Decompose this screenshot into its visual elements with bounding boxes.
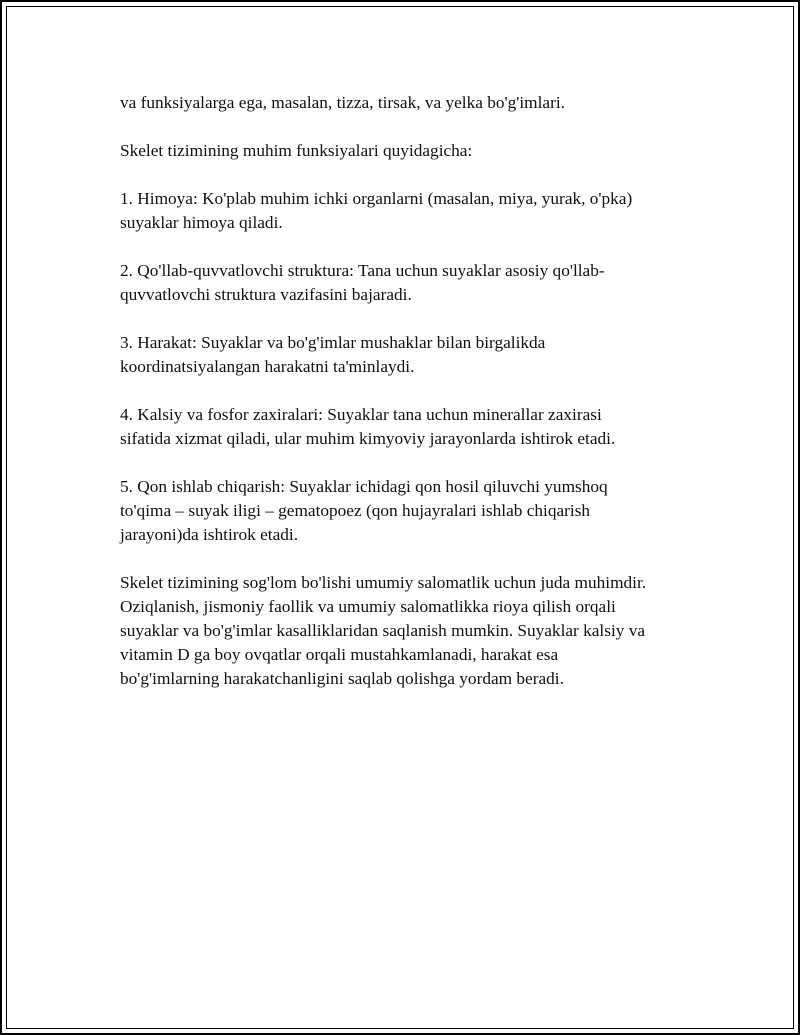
list-item-movement: 3. Harakat: Suyaklar va bo'g'imlar mushaklar bilan birgalikda koordinatsiyalangan harakatni ta'minlaydi. [120, 333, 546, 376]
document-body [120, 91, 700, 715]
paragraph-conclusion: Skelet tizimining sog'lom bo'lishi umumiy salomatlik uchun juda muhimdir. Oziqlanish, jismoniy faollik va umumiy salomatlikka rioya qilish orqali suyaklar va bo'g'imlar kasalliklaridan saqlanish mumkin. Suyaklar kalsiy va vitamin D ga boy ovqatlar orqali mustahkamlanadi, harakat esa bo'g'imlarning harakatchanligini saqlab qolishga yordam beradi. [120, 573, 647, 688]
paragraph-functions-intro: Skelet tizimining muhim funksiyalari quyidagicha: [120, 141, 473, 160]
list-item-protection: 1. Himoya: Ko'plab muhim ichki organlarni (masalan, miya, yurak, o'pka) suyaklar himoya qiladi. [120, 189, 633, 232]
list-item-mineral-reserves: 4. Kalsiy va fosfor zaxiralari: Suyaklar tana uchun minerallar zaxirasi sifatida xizmat qiladi, ular muhim kimyoviy jarayonlarda ishtirok etadi. [120, 405, 616, 448]
paragraph-continuation: va funksiyalarga ega, masalan, tizza, tirsak, va yelka bo'g'imlari. [120, 93, 565, 112]
list-item-blood-production: 5. Qon ishlab chiqarish: Suyaklar ichidagi qon hosil qiluvchi yumshoq to'qima – suyak iligi – gematopoez (qon hujayralari ishlab chiqarish jarayoni)da ishtirok etadi. [120, 477, 608, 544]
list-item-support-structure: 2. Qo'llab-quvvatlovchi struktura: Tana uchun suyaklar asosiy qo'llab- quvvatlovchi struktura vazifasini bajaradi. [120, 261, 605, 304]
